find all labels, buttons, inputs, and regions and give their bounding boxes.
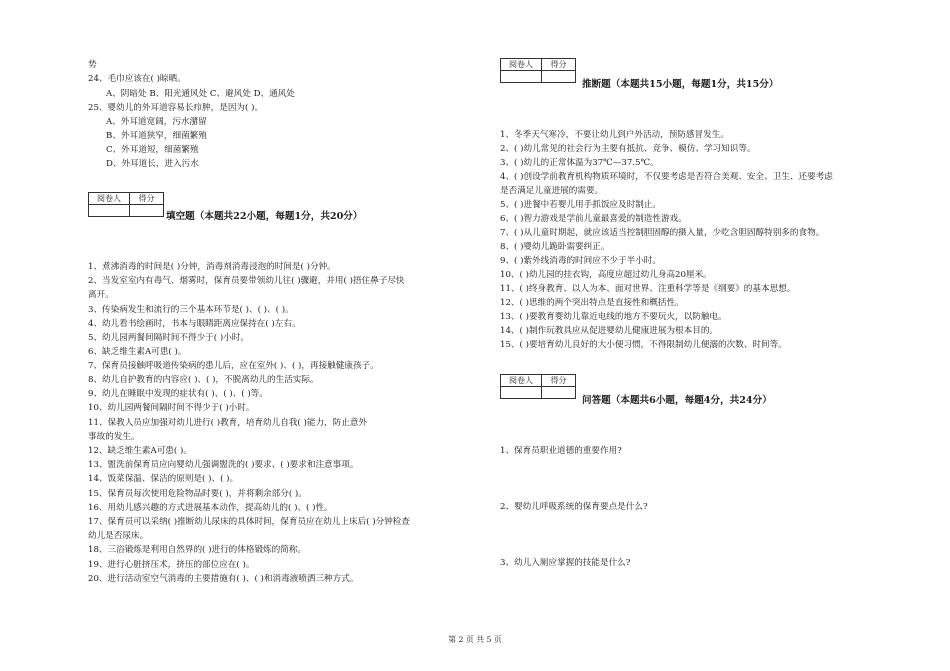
fill-question: 9、幼儿在睡眠中发现的症状有( )、( )、( )等。: [88, 389, 268, 399]
question-24: 24、毛巾应该在( )晾晒。: [88, 74, 186, 84]
judge-question: 11、( )终身教育、以人为本、面对世界、注重科学等是《纲要》的基本思想。: [500, 284, 796, 294]
fill-question: 1、煮沸消毒的时间是( )分钟，消毒剂消毒浸泡的时间是( )分钟。: [88, 262, 336, 272]
page-footer: 第 2 页 共 5 页: [448, 635, 502, 644]
grader-cell: [89, 205, 130, 217]
question-25-option-d: D、外耳道长，进入污水: [106, 159, 199, 169]
judge-question: 9、( )紫外线消毒的时间应不少于半小时。: [500, 256, 661, 266]
score-box: [500, 374, 576, 399]
grader-cell: [501, 387, 542, 399]
judge-question: 8、( )婴幼儿跪卧需要纠正。: [500, 242, 610, 252]
qa-question: 2、婴幼儿呼吸系统的保育要点是什么?: [500, 502, 648, 512]
qa-question: 3、幼儿入厕应掌握的技能是什么?: [500, 558, 631, 568]
question-25-option-b: B、外耳道狭窄，细菌繁殖: [106, 131, 207, 141]
fill-question: 8、幼儿自护教育的内容应( )、( )，不脱离幼儿的生活实际。: [88, 375, 319, 385]
grader-label: 阅卷人: [501, 375, 542, 387]
fill-question: 10、幼儿园两餐间隔时间不得少于( )小时。: [88, 403, 255, 413]
judge-question-cont: 是否满足儿童进展的需要。: [500, 186, 604, 196]
judge-question: 3、( )幼儿的正常体温为37℃—37.5℃。: [500, 158, 659, 168]
fill-question: 11、保教人员应加强对幼儿进行( )教育，培育幼儿自我( )能力，防止意外: [88, 418, 368, 428]
fill-question-cont: 离开。: [88, 290, 114, 300]
score-cell: [542, 387, 576, 399]
qa-question: 1、保育员职业道德的重要作用?: [500, 446, 622, 456]
score-box: [500, 58, 576, 83]
judge-question: 10、( )幼儿园的挂衣钩，高度应超过幼儿身高20厘米。: [500, 270, 712, 280]
judge-question: 1、冬季天气寒冷，不要让幼儿到户外活动，预防感冒发生。: [500, 130, 729, 140]
judge-question: 5、( )进餐中若婴儿用手抓饭应及时制止。: [500, 200, 661, 210]
fill-question: 19、进行心脏挤压术，挤压的部位应在( )。: [88, 560, 255, 570]
judge-question: 7、( )从儿童时期起，就应该适当控制胆固醇的摄入量，少吃含胆固醇特别多的食物。: [500, 228, 825, 238]
judge-question: 12、( )思维的两个突出特点是直接性和概括性。: [500, 298, 684, 308]
fill-question: 7、保育员接触呼吸道传染病的患儿后，应在室外( )、( )，再接触健康孩子。: [88, 361, 379, 371]
fill-question: 13、盥洗前保育员应向婴幼儿强调盥洗的( )要求、( )要求和注意事项。: [88, 460, 359, 470]
fill-question: 18、三浴锻炼是利用自然界的( )进行的体格锻炼的简称。: [88, 545, 307, 555]
fill-question: 4、幼儿看书绘画时，书本与眼睛距离应保持在( )左右。: [88, 319, 301, 329]
score-cell: [130, 205, 164, 217]
text-line: 势: [88, 60, 97, 70]
judge-question: 14、( )制作玩教具应从促进婴幼儿健康进展为根本目的。: [500, 326, 719, 336]
grader-label: 阅卷人: [501, 59, 542, 71]
question-24-options: A、阴暗处 B、阳光通风处 C、避风处 D、通风处: [106, 89, 295, 99]
section-title-fill-in: 填空题（本题共22小题，每题1分，共20分）: [166, 211, 363, 222]
score-label: 得分: [542, 59, 576, 71]
grader-cell: [501, 71, 542, 83]
grader-label: 阅卷人: [89, 193, 130, 205]
fill-question: 6、缺乏维生素A可患( )。: [88, 347, 187, 357]
fill-question: 20、进行活动室空气消毒的主要措施有( )、( )和消毒液喷洒三种方式。: [88, 574, 359, 584]
score-cell: [542, 71, 576, 83]
question-25: 25、婴幼儿的外耳道容易长疖肿，是因为( )。: [88, 103, 264, 113]
question-25-option-a: A、外耳道宽阔，污水潴留: [106, 117, 207, 127]
fill-question-cont: 事故的发生。: [88, 432, 140, 442]
score-label: 得分: [542, 375, 576, 387]
score-label: 得分: [130, 193, 164, 205]
fill-question: 3、传染病发生和流行的三个基本环节是( )、( )、( )。: [88, 305, 294, 315]
score-box: [88, 192, 164, 217]
fill-question: 15、保育员每次使用危险物品时要( )，并将剩余部分( )。: [88, 489, 307, 499]
fill-question: 16、用幼儿感兴趣的方式进展基本动作，提高幼儿的( )、( )性。: [88, 503, 333, 513]
question-25-option-c: C、外耳道短，细菌繁殖: [106, 145, 199, 155]
fill-question: 5、幼儿园两餐间隔时间不得少于( )小时。: [88, 333, 249, 343]
judge-question: 4、( )创设学前教育机构物质环境时，不仅要考虑是否符合美观、安全、卫生、还要考虑: [500, 172, 833, 182]
judge-question: 6、( )智力游戏是学前儿童最喜爱的制造性游戏。: [500, 214, 687, 224]
judge-question: 13、( )要教育婴幼儿靠近电线的地方不要玩火，以防触电。: [500, 312, 727, 322]
fill-question: 17、保育员可以采纳( )推断幼儿尿床的具体时间，保育员应在幼儿上床后( )分钟检查: [88, 517, 410, 527]
section-title-judgement: 推断题（本题共15小题，每题1分，共15分）: [582, 79, 779, 90]
fill-question: 2、当发室室内有毒气、烟雾时，保育员要带领幼儿往( )骤避，并用( )捂住鼻子尽快: [88, 276, 405, 286]
section-title-qa: 问答题（本题共6小题，每题4分，共24分）: [582, 395, 772, 406]
fill-question: 14、饭菜保温、保洁的原则是( )、( )。: [88, 474, 239, 484]
judge-question: 15、( )要培育幼儿良好的大小便习惯，不得限制幼儿便溺的次数、时间等。: [500, 340, 787, 350]
fill-question: 12、缺乏维生素A可患( )。: [88, 446, 192, 456]
fill-question-cont: 幼儿是否尿床。: [88, 531, 149, 541]
judge-question: 2、( )幼儿常见的社会行为主要有抵抗、竞争、模仿、学习知识等。: [500, 144, 756, 154]
